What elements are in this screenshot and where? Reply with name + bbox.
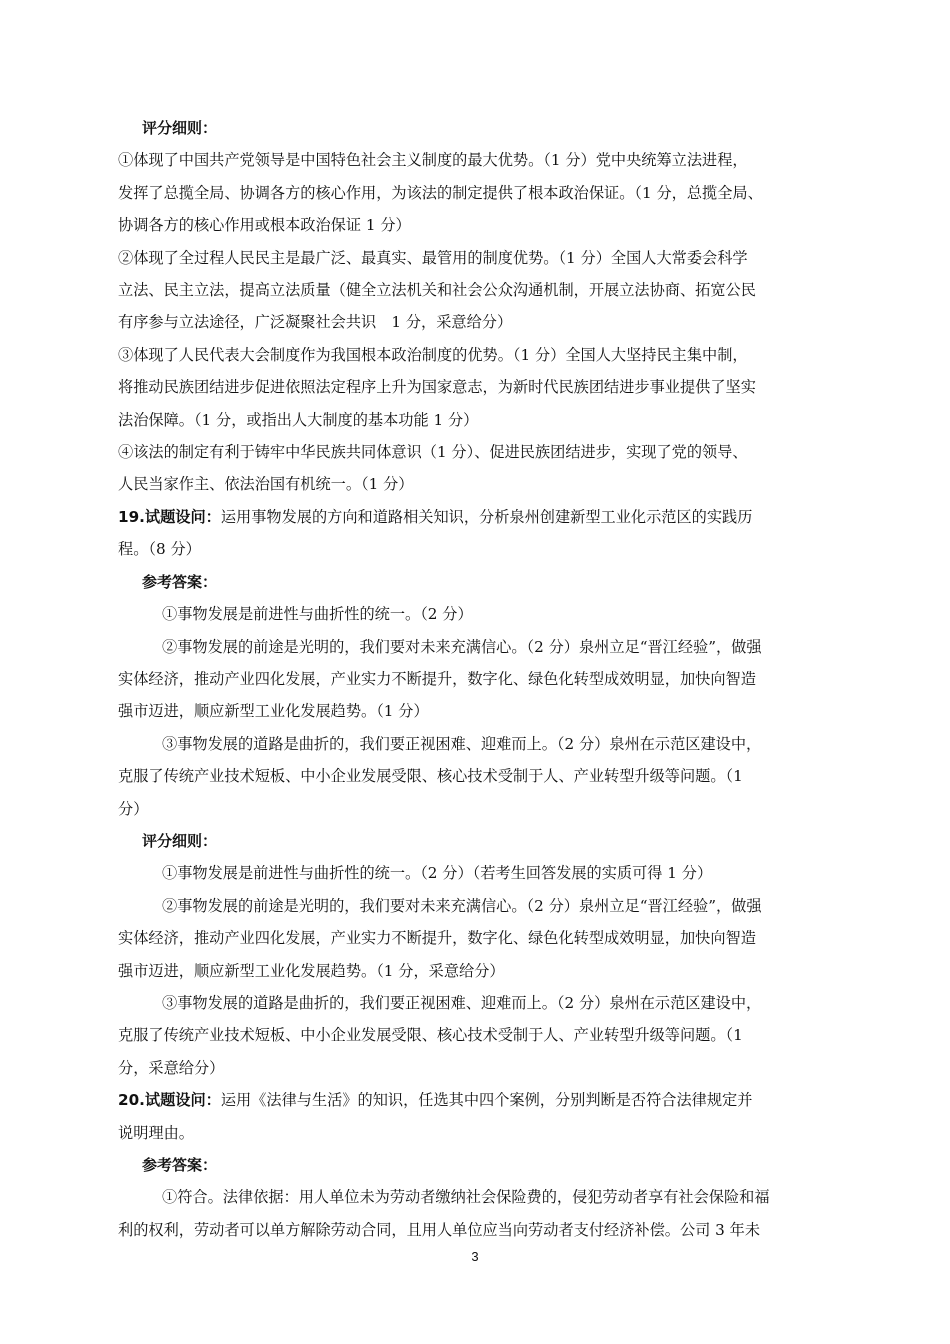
question-line [118,501,830,533]
section-heading: 参考答案： [142,1156,218,1174]
text-line: 将推动民族团结进步促进依照法定程序上升为国家意志，为新时代民族团结进步事业提供了坚实 [118,378,756,397]
text-line: ③体现了人民代表大会制度作为我国根本政治制度的优势。（1 分）全国人大坚持民主集中制， [118,345,748,364]
text-line: 分，采意给分） [118,1058,225,1077]
text-line: 有序参与立法途径，广泛凝聚社会共识 1 分，采意给分） [118,313,513,332]
text-line: 克服了传统产业技术短板、中小企业发展受限、核心技术受制于人、产业转型升级等问题。（1 [118,767,743,786]
text-line: 人民当家作主、依法治国有机统一。（1 分） [118,475,414,494]
text-line: 实体经济，推动产业四化发展，产业实力不断提升，数字化、绿色化转型成效明显，加快向智造 [118,929,756,948]
text-line: ①事物发展是前进性与曲折性的统一。（2 分） [162,605,473,624]
text-line: 实体经济，推动产业四化发展，产业实力不断提升，数字化、绿色化转型成效明显，加快向智造 [118,669,756,688]
section-heading: 评分细则： [142,119,218,137]
text-line: 强市迈进，顺应新型工业化发展趋势。（1 分） [118,702,429,721]
text-line: 克服了传统产业技术短板、中小企业发展受限、核心技术受制于人、产业转型升级等问题。（1 [118,1026,743,1045]
text-line: ②体现了全过程人民民主是最广泛、最真实、最管用的制度优势。（1 分）全国人大常委会科学 [118,248,748,267]
page-number: 3 [471,1249,479,1264]
text-line: 分） [118,799,149,818]
section-heading: 评分细则： [142,831,218,850]
text-line: 强市迈进，顺应新型工业化发展趋势。（1 分，采意给分） [118,961,505,980]
question-line [118,1084,830,1116]
text-line: 发挥了总揽全局、协调各方的核心作用，为该法的制定提供了根本政治保证。（1 分，总揽全局、 [118,183,763,202]
text-line: ①事物发展是前进性与曲折性的统一。（2 分）（若考生回答发展的实质可得 1 分） [162,864,713,883]
question-text: 运用《法律与生活》的知识，任选其中四个案例，分别判断是否符合法律规定并 [220,1091,753,1110]
question-label: 试题设问： [144,1091,221,1110]
question-text: 运用事物发展的方向和道路相关知识，分析泉州创建新型工业化示范区的实践历 [220,507,753,526]
section-heading: 参考答案： [142,572,218,591]
text-line: ④该法的制定有利于铸牢中华民族共同体意识（1 分）、促进民族团结进步，实现了党的领导、 [118,443,748,462]
text-line: ③事物发展的道路是曲折的，我们要正视困难、迎难而上。（2 分）泉州在示范区建设中， [162,993,762,1012]
question-number: 19. [118,507,145,526]
text-line: ②事物发展的前途是光明的，我们要对未来充满信心。（2 分）泉州立足“晋江经验”，做强 [162,896,762,915]
text-line: ③事物发展的道路是曲折的，我们要正视困难、迎难而上。（2 分）泉州在示范区建设中， [162,734,762,753]
text-line: 法治保障。（1 分，或指出人大制度的基本功能 1 分） [118,410,479,429]
question-number: 20. [118,1091,145,1110]
text-line: 利的权利，劳动者可以单方解除劳动合同，且用人单位应当向劳动者支付经济补偿。公司 3 年未 [118,1220,761,1239]
text-line: ①体现了中国共产党领导是中国特色社会主义制度的最大优势。（1 分）党中央统筹立法进程， [118,151,748,170]
document-body [118,112,830,1246]
text-line: 说明理由。 [118,1123,194,1142]
text-line: ①符合。法律依据：用人单位未为劳动者缴纳社会保险费的，侵犯劳动者享有社会保险和福 [162,1188,770,1207]
text-line: 协调各方的核心作用或根本政治保证 1 分） [118,216,411,235]
text-line: 程。（8 分） [118,540,201,559]
text-line: 立法、民主立法，提高立法质量（健全立法机关和社会公众沟通机制，开展立法协商、拓宽公民 [118,281,756,300]
question-label: 试题设问： [144,507,221,526]
text-line: ②事物发展的前途是光明的，我们要对未来充满信心。（2 分）泉州立足“晋江经验”，做强 [162,637,762,656]
